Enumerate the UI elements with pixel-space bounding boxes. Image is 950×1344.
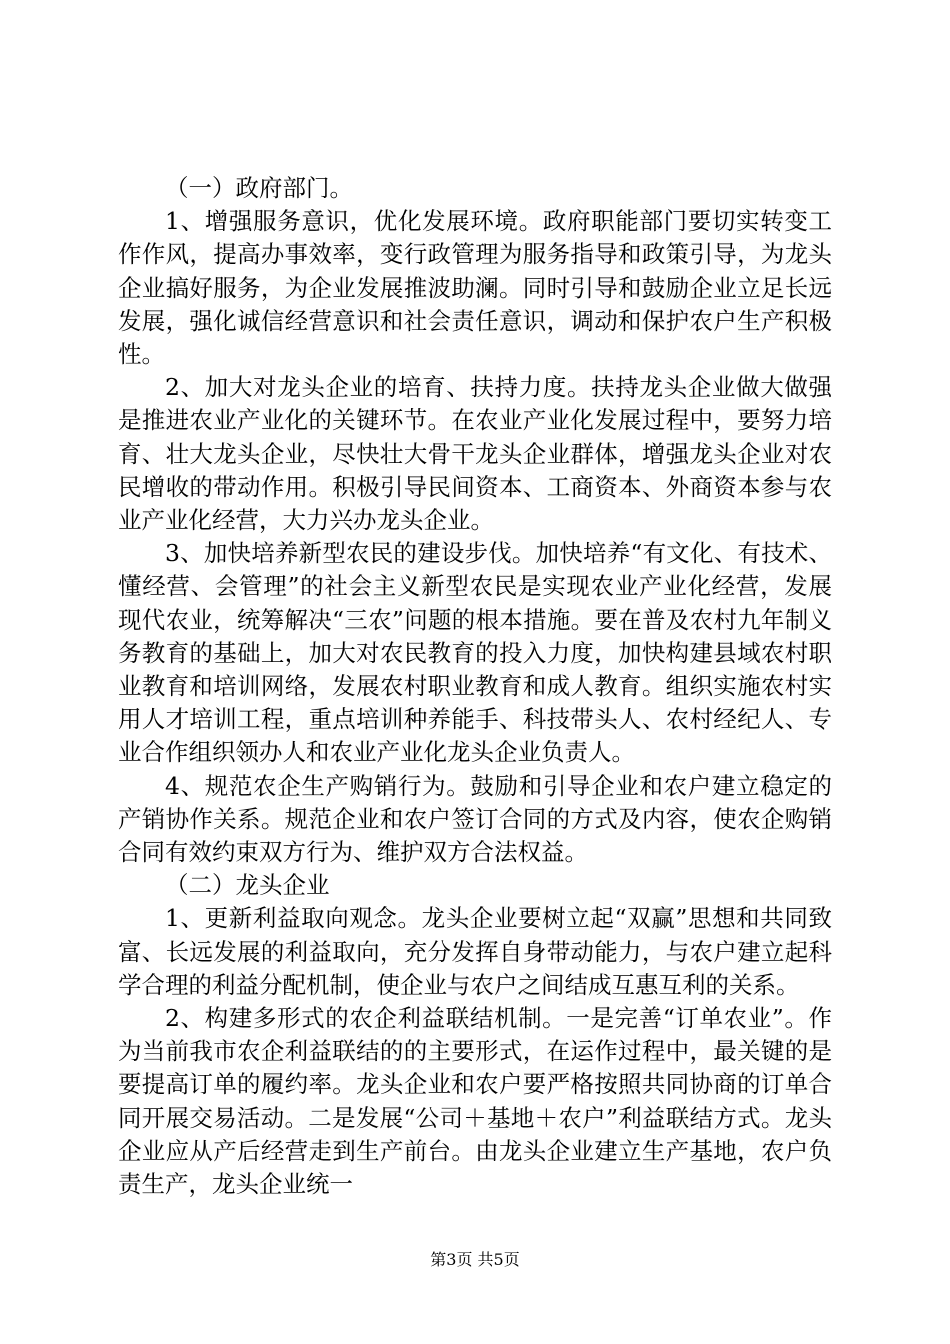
paragraph-purchase-sales: 4、规范农企生产购销行为。鼓励和引导企业和农户建立稳定的产销协作关系。规范企业和农户签订合同的方式及内容，使农企购销合同有效约束双方行为、维护双方合法权益。	[118, 771, 832, 867]
paragraph-interest-linkage: 2、构建多形式的农企利益联结机制。一是完善“订单农业”。作为当前我市农企利益联结的的主要形式，在运作过程中，最关键的是要提高订单的履约率。龙头企业和农户要严格按照共同协商的订单合同开展交易活动。二是发展“公司＋基地＋农户”利益联结方式。龙头企业应从产后经营走到生产前台。由龙头企业建立生产基地，农户负责生产，龙头企业统一	[118, 1004, 832, 1199]
section-heading-leading-enterprises: （二）龙头企业	[165, 871, 330, 900]
page-number-footer: 第3页 共5页	[430, 1250, 520, 1269]
document-body	[118, 172, 832, 1201]
section-heading-government: （一）政府部门。	[165, 174, 353, 202]
paragraph-interest-orientation: 1、更新利益取向观念。龙头企业要树立起“双赢”思想和共同致富、长远发展的利益取向，充分发挥自身带动能力，与农户建立起科学合理的利益分配机制，使企业与农户之间结成互惠互利的关系。	[118, 904, 832, 999]
paragraph-enterprise-support: 2、加大对龙头企业的培育、扶持力度。扶持龙头企业做大做强是推进农业产业化的关键环节。在农业产业化发展过程中，要努力培育、壮大龙头企业，尽快壮大骨干龙头企业群体，增强龙头企业对农民增收的带动作用。积极引导民间资本、工商资本、外商资本参与农业产业化经营，大力兴办龙头企业。	[118, 373, 832, 535]
paragraph-new-farmers: 3、加快培养新型农民的建设步伐。加快培养“有文化、有技术、懂经营、会管理”的社会主义新型农民是实现农业产业化经营，发展现代农业，统筹解决“三农”问题的根本措施。要在普及农村九年制义务教育的基础上，加大对农民教育的投入力度，加快构建县域农村职业教育和培训网络，发展农村职业教育和成人教育。组织实施农村实用人才培训工程，重点培训种养能手、科技带头人、农村经纪人、专业合作组织领办人和农业产业化龙头企业负责人。	[118, 539, 832, 767]
paragraph-service-awareness: 1、增强服务意识，优化发展环境。政府职能部门要切实转变工作作风，提高办事效率，变行政管理为服务指导和政策引导，为龙头企业搞好服务，为企业发展推波助澜。同时引导和鼓励企业立足长远发展，强化诚信经营意识和社会责任意识，调动和保护农户生产积极性。	[118, 207, 832, 369]
